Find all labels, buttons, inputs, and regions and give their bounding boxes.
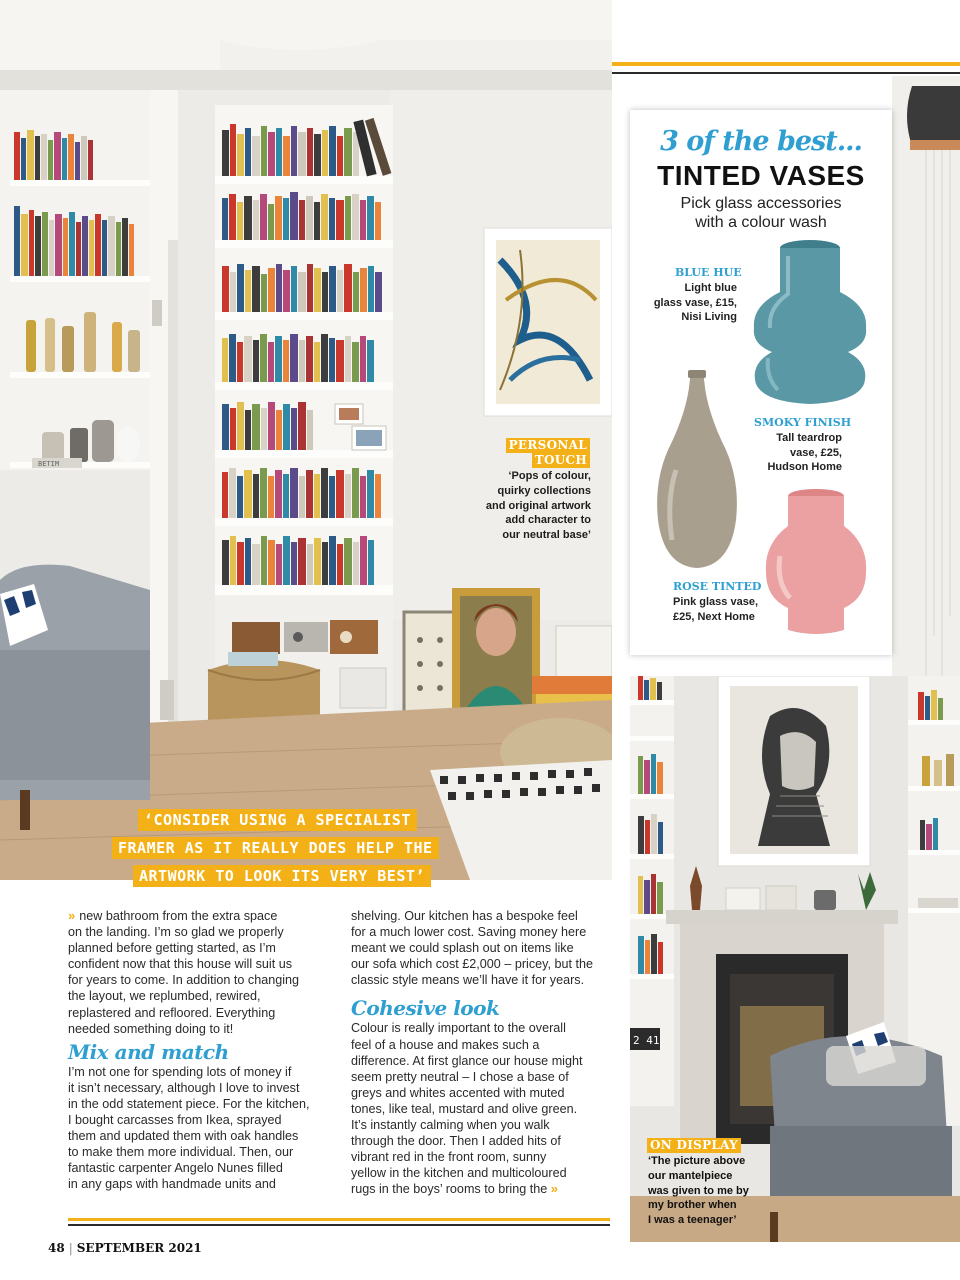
pendant-light-photo: [892, 76, 960, 676]
product-label-smoky-finish: SMOKY FINISH: [754, 416, 852, 429]
pull-quote-line3: ARTWORK TO LOOK ITS VERY BEST’: [133, 865, 431, 887]
footer-rule-yellow: [68, 1218, 610, 1221]
article-col1-intro: [68, 908, 338, 1037]
header-rule-yellow: [612, 62, 960, 66]
best-of-subtitle: Pick glass accessories with a colour wash: [680, 195, 842, 231]
caption-tag-personal-line1: PERSONAL: [506, 438, 590, 453]
product-desc-smoky-finish: Tall teardrop vase, £25, Hudson Home: [767, 432, 842, 473]
smoky-vase-image: [654, 370, 740, 570]
end-arrow-icon: »: [550, 1181, 555, 1197]
heading-cohesive-look: Cohesive look: [351, 996, 500, 1021]
article-col2-intro: shelving. Our kitchen has a bespoke feel for a much lower cost. Saving money here meant we could splash out on items like our sofa which cost £2,000 – pricey, but the classic style means we’ll have it for years.: [351, 909, 593, 988]
footer-rule-dark: [68, 1224, 610, 1226]
folio-separator: |: [68, 1241, 73, 1255]
product-desc-rose-tinted: Pink glass vase, £25, Next Home: [673, 596, 758, 623]
caption-tag-on-display: ON DISPLAY: [647, 1138, 741, 1153]
pull-quote-line2: FRAMER AS IT REALLY DOES HELP THE: [112, 837, 439, 859]
article-col1-intro-text: new bathroom from the extra space on the landing. I’m so glad we properly planned before getting started, as I’m confident now that this house will suit us for years to come. In addition to changing the layout, we replumbed, rewired, replastered and refloored. Everything needed something doing to it!: [68, 909, 300, 1036]
svg-text:2 41: 2 41: [633, 1034, 660, 1047]
svg-text:BETIM: BETIM: [38, 460, 60, 468]
caption-text-on-display: ‘The picture above our mantelpiece was given to me by my brother when I was a teenager’: [648, 1155, 749, 1227]
product-desc-blue-hue: Light blue glass vase, £15, Nisi Living: [653, 282, 737, 323]
page-number: 48: [48, 1241, 65, 1255]
best-of-title: TINTED VASES: [657, 160, 865, 191]
blue-vase-image: [748, 236, 872, 408]
product-label-rose-tinted: ROSE TINTED: [673, 580, 762, 593]
page-folio: [48, 1241, 202, 1255]
article-col2-body-text: Colour is really important to the overall feel of a house and makes such a difference. At first glance our house might seem pretty neutral – I chose a base of greys and whites accented with muted tones, like teal, mustard and olive green. It’s instantly calming when you walk through the door. Then I added hits of vibrant red in the front room, sunny yellow in the kitchen and multicoloured rugs in the boys’ rooms to bring the: [351, 1021, 583, 1197]
article-col2-body: [351, 1020, 621, 1197]
product-label-blue-hue: BLUE HUE: [675, 266, 742, 279]
pull-quote-line1: ‘CONSIDER USING A SPECIALIST: [138, 809, 417, 831]
article-column-2: [351, 908, 621, 1198]
continue-arrow-icon: »: [68, 908, 73, 923]
article-col1-body: I’m not one for spending lots of money if it isn’t necessary, although I love to invest in the odd statement piece. For the kitchen, I bought carcasses from Ikea, sprayed them and updated them with oak handles to make them more individual. Then, our fantastic carpenter Angelo Nunes filled in any gaps with handmade units and: [68, 1064, 310, 1192]
issue-date: SEPTEMBER 2021: [76, 1241, 202, 1255]
header-rule-dark: [612, 72, 960, 74]
caption-tag-personal-line2: TOUCH: [532, 453, 590, 468]
rose-vase-image: [762, 486, 870, 638]
heading-mix-and-match: Mix and match: [68, 1039, 229, 1064]
best-of-kicker: 3 of the best...: [660, 126, 862, 157]
best-of-panel: [630, 110, 892, 655]
article-column-1: [68, 908, 338, 1193]
caption-text-personal: ‘Pops of colour, quirky collections and original artwork add character to our neutral base’: [485, 470, 591, 542]
pendant-light-illustration: [892, 76, 960, 676]
